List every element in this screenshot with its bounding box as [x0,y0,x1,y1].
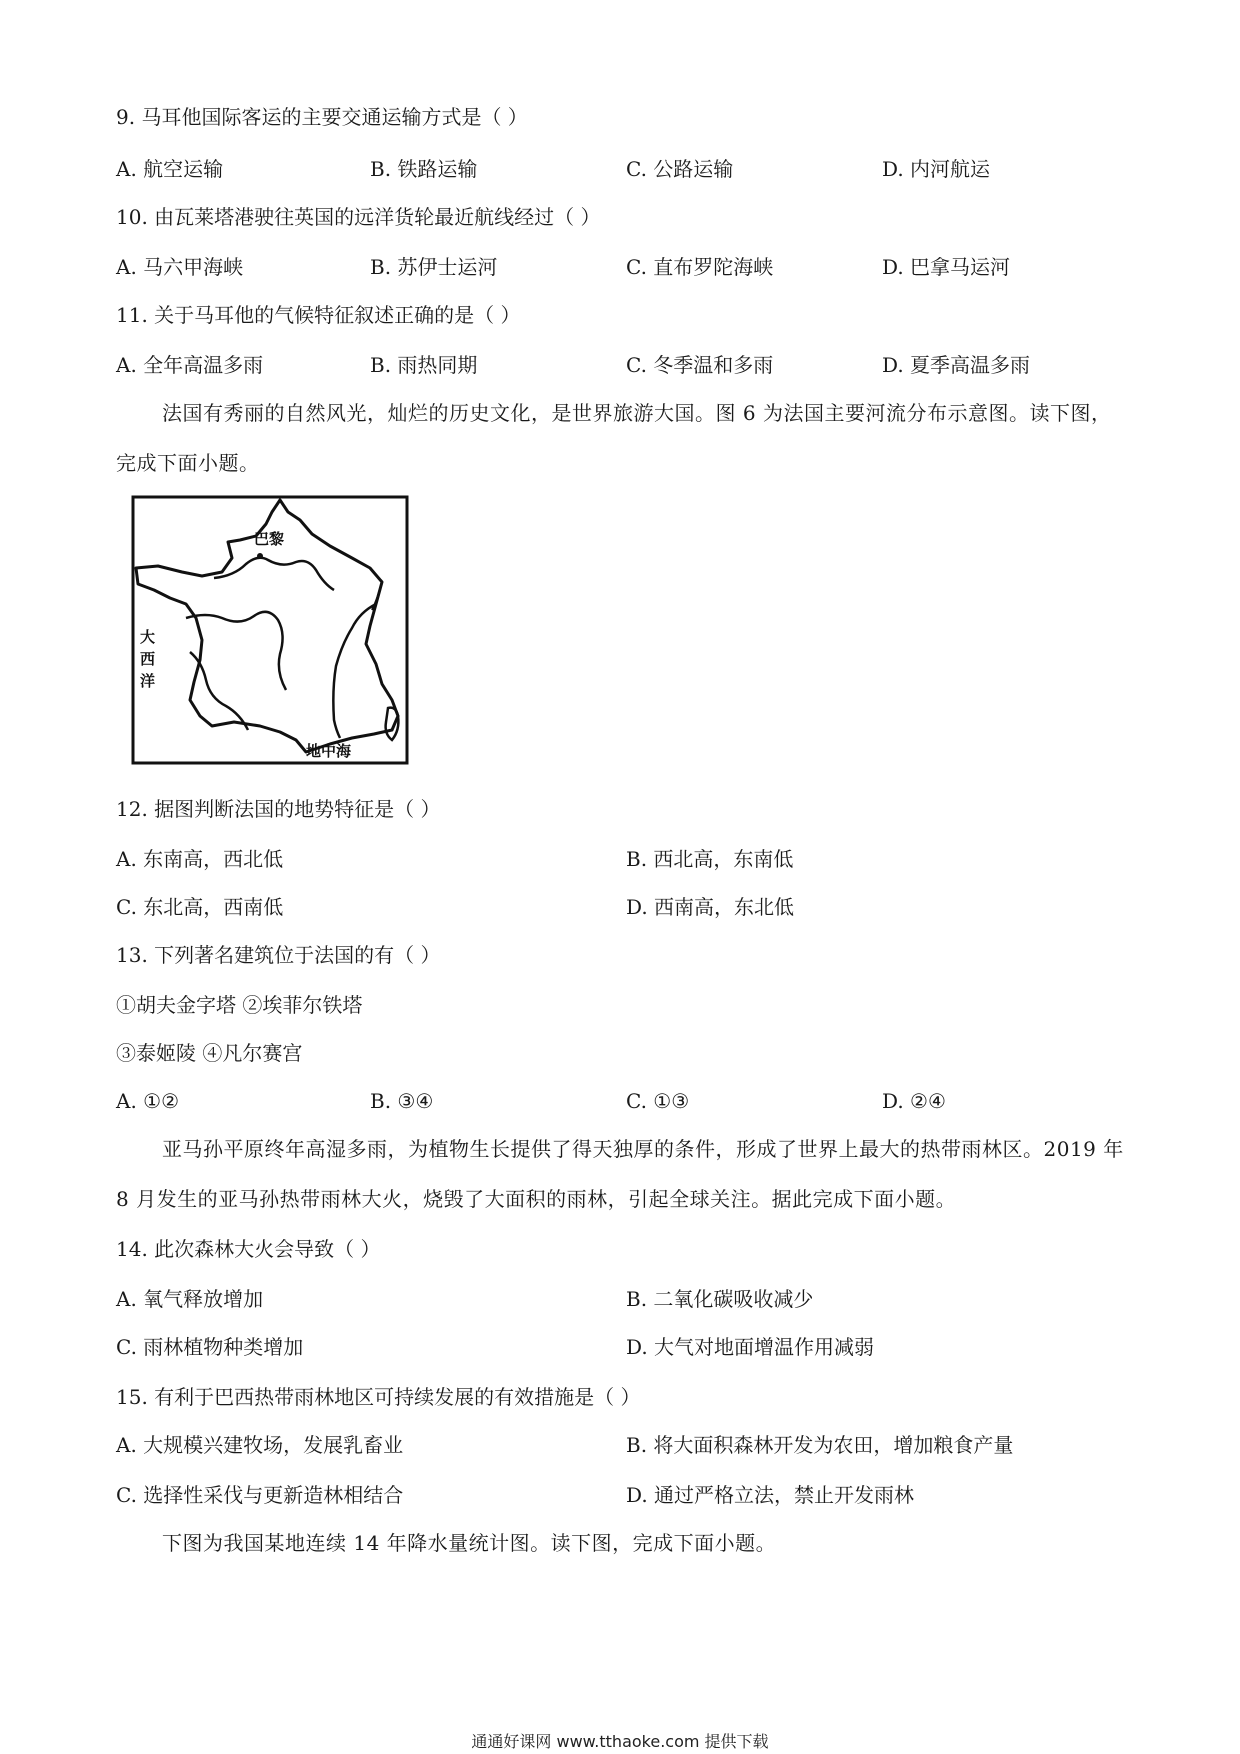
question-14-option-a: A. 氧气释放增加 [116,1287,264,1311]
question-13-option-c: C. ①③ [626,1089,690,1113]
paris-dot [257,553,263,559]
question-12-stem: 12. 据图判断法国的地势特征是（ ） [116,797,441,821]
question-15-stem: 15. 有利于巴西热带雨林地区可持续发展的有效措施是（ ） [116,1385,641,1409]
question-15-option-b: B. 将大面积森林开发为农田，增加粮食产量 [626,1433,1014,1457]
intro-rainfall-paragraph: 下图为我国某地连续 14 年降水量统计图。读下图，完成下面小题。 [162,1531,777,1555]
question-10-option-a: A. 马六甲海峡 [116,255,244,279]
question-12-option-b: B. 西北高，东南低 [626,847,794,871]
question-11-stem: 11. 关于马耳他的气候特征叙述正确的是（ ） [116,303,521,327]
intro-france-paragraph: 法国有秀丽的自然风光，灿烂的历史文化，是世界旅游大国。图 6 为法国主要河流分布示意图。读下图，完成下面小题。 [116,401,1112,475]
page-footer: 通通好课网 www.tthaoke.com 提供下载 [471,1732,769,1751]
question-11-option-c: C. 冬季温和多雨 [626,353,774,377]
question-15-option-a: A. 大规模兴建牧场，发展乳畜业 [116,1433,404,1457]
question-13-items-1: ①胡夫金字塔 ②埃菲尔铁塔 [116,993,363,1017]
label-atlantic-1: 大 [140,628,156,646]
question-13-stem: 13. 下列著名建筑位于法国的有（ ） [116,943,441,967]
question-9-option-b: B. 铁路运输 [370,157,478,181]
question-14-stem: 14. 此次森林大火会导致（ ） [116,1237,381,1261]
question-14-option-b: B. 二氧化碳吸收减少 [626,1287,814,1311]
label-atlantic-3: 洋 [140,672,156,690]
question-12-option-c: C. 东北高，西南低 [116,895,284,919]
question-13-items-2: ③泰姬陵 ④凡尔赛宫 [116,1041,303,1065]
question-11-option-b: B. 雨热同期 [370,353,478,377]
question-10-option-c: C. 直布罗陀海峡 [626,255,774,279]
label-mediterranean: 地中海 [306,742,352,760]
question-13-option-b: B. ③④ [370,1089,434,1113]
question-13-option-d: D. ②④ [882,1089,946,1113]
question-11-option-a: A. 全年高温多雨 [116,353,264,377]
question-9-option-a: A. 航空运输 [116,157,224,181]
france-map-svg [130,494,410,766]
france-river-map [130,494,410,766]
question-12-option-a: A. 东南高，西北低 [116,847,284,871]
question-13-option-a: A. ①② [116,1089,180,1113]
question-10-option-d: D. 巴拿马运河 [882,255,1011,279]
question-10-stem: 10. 由瓦莱塔港驶往英国的远洋货轮最近航线经过（ ） [116,205,601,229]
label-atlantic-2: 西 [140,650,156,668]
question-10-option-b: B. 苏伊士运河 [370,255,498,279]
question-15-option-c: C. 选择性采伐与更新造林相结合 [116,1483,404,1507]
question-14-option-c: C. 雨林植物种类增加 [116,1335,304,1359]
question-9-option-d: D. 内河航运 [882,157,991,181]
question-14-option-d: D. 大气对地面增温作用减弱 [626,1335,875,1359]
question-12-option-d: D. 西南高，东北低 [626,895,795,919]
question-9-stem: 9. 马耳他国际客运的主要交通运输方式是（ ） [116,105,528,129]
question-11-option-d: D. 夏季高温多雨 [882,353,1031,377]
label-paris: 巴黎 [254,530,285,548]
intro-amazon-paragraph: 亚马孙平原终年高湿多雨，为植物生长提供了得天独厚的条件，形成了世界上最大的热带雨林区。2019 年 8 月发生的亚马孙热带雨林大火，烧毁了大面积的雨林，引起全球关注。据此完成下面小题。 [116,1137,1124,1211]
question-9-option-c: C. 公路运输 [626,157,734,181]
question-15-option-d: D. 通过严格立法，禁止开发雨林 [626,1483,915,1507]
